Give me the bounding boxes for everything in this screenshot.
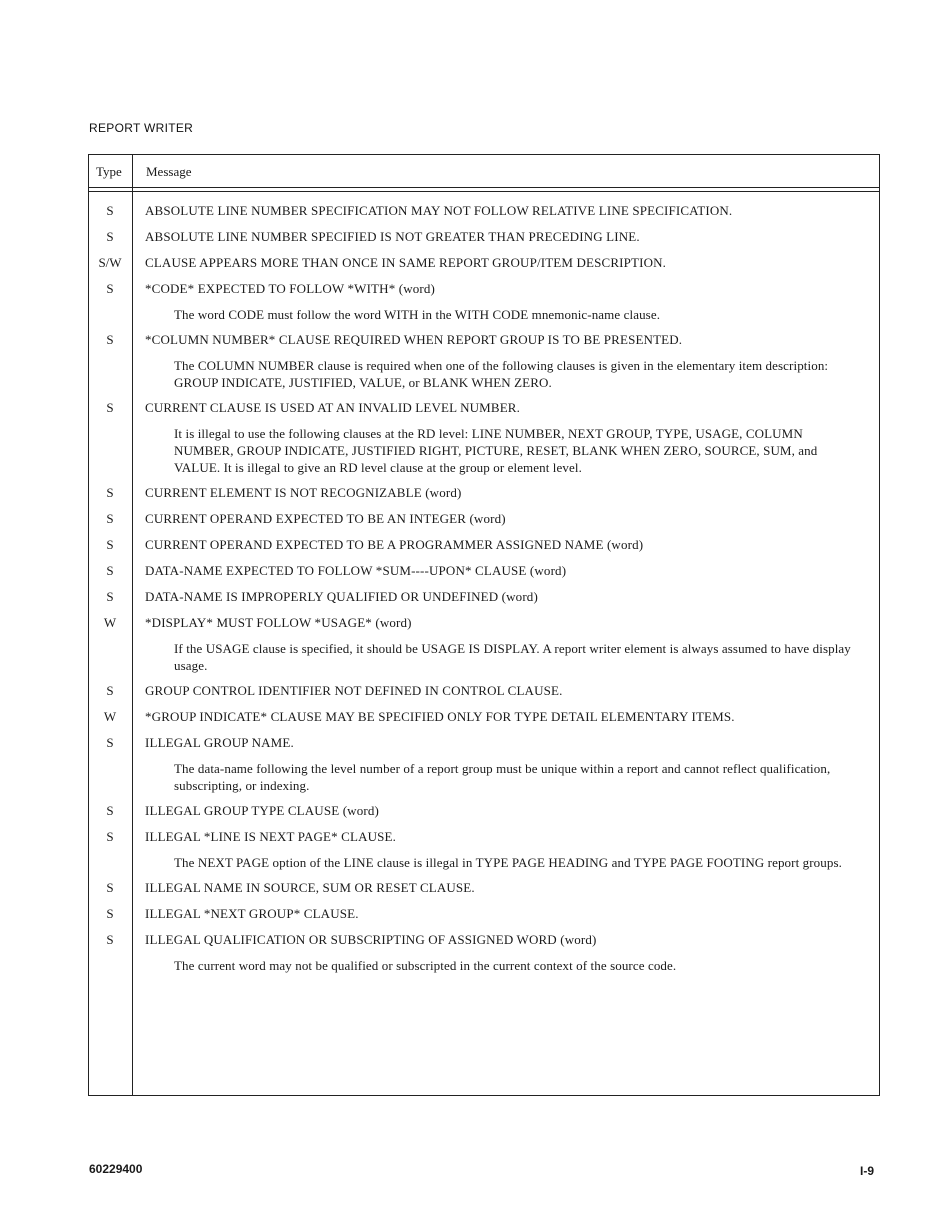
message-type: S/W [98, 255, 122, 270]
message-type: S [106, 735, 114, 750]
table-row [88, 828, 880, 854]
message-text: ILLEGAL NAME IN SOURCE, SUM OR RESET CLAUSE. [145, 880, 475, 895]
section-title: REPORT WRITER [89, 121, 194, 135]
message-text: ABSOLUTE LINE NUMBER SPECIFICATION MAY NOT FOLLOW RELATIVE LINE SPECIFICATION. [145, 203, 733, 218]
message-type: S [106, 906, 114, 921]
message-type: S [106, 511, 114, 526]
table-row [88, 510, 880, 536]
message-type: S [106, 932, 114, 947]
message-type: S [106, 203, 114, 218]
table-row [88, 682, 880, 708]
message-type: W [103, 615, 117, 630]
column-header-message: Message [146, 164, 192, 179]
message-type: S [106, 485, 114, 500]
message-explanation: The data-name following the level number of a report group must be unique within a report and cannot reflect qualification, subscripting, or indexing. [174, 761, 831, 793]
message-text: CURRENT CLAUSE IS USED AT AN INVALID LEVEL NUMBER. [145, 400, 521, 415]
table-body [88, 202, 880, 982]
message-text: CURRENT OPERAND EXPECTED TO BE AN INTEGER (word) [145, 511, 506, 526]
message-text: ILLEGAL GROUP NAME. [145, 735, 294, 750]
message-type: S [106, 281, 114, 296]
message-type: S [106, 829, 114, 844]
message-type: S [106, 803, 114, 818]
table-row [88, 280, 880, 306]
message-text: DATA-NAME IS IMPROPERLY QUALIFIED OR UNDEFINED (word) [145, 589, 538, 604]
message-type: S [106, 880, 114, 895]
message-explanation: It is illegal to use the following clauses at the RD level: LINE NUMBER, NEXT GROUP, TYPE, USAGE, COLUMN NUMBER, GROUP INDICATE, JUSTIFIED RIGHT, PICTURE, RESET, BLANK WHEN ZERO, SOURCE, SUM, and VALUE. It is illegal to give an RD level clause at the group or element level. [174, 426, 818, 475]
message-text: *DISPLAY* MUST FOLLOW *USAGE* (word) [145, 615, 412, 630]
column-header-type: Type [96, 164, 122, 179]
message-type: S [106, 563, 114, 578]
table-row [88, 734, 880, 760]
message-text: CLAUSE APPEARS MORE THAN ONCE IN SAME REPORT GROUP/ITEM DESCRIPTION. [145, 255, 667, 270]
message-text: ILLEGAL *NEXT GROUP* CLAUSE. [145, 906, 359, 921]
table-row [88, 484, 880, 510]
message-type: S [106, 229, 114, 244]
table-row [88, 879, 880, 905]
message-text: ABSOLUTE LINE NUMBER SPECIFIED IS NOT GREATER THAN PRECEDING LINE. [145, 229, 640, 244]
message-text: CURRENT ELEMENT IS NOT RECOGNIZABLE (word) [145, 485, 462, 500]
table-row [88, 905, 880, 931]
table-row [88, 931, 880, 957]
table-row [88, 202, 880, 228]
message-explanation: The COLUMN NUMBER clause is required when one of the following clauses is given in the elementary item description: GROUP INDICATE, JUSTIFIED, VALUE, or BLANK WHEN ZERO. [174, 358, 829, 390]
header-rule [88, 187, 880, 188]
table-row [88, 562, 880, 588]
table-row [88, 708, 880, 734]
message-type: S [106, 332, 114, 347]
message-text: *GROUP INDICATE* CLAUSE MAY BE SPECIFIED ONLY FOR TYPE DETAIL ELEMENTARY ITEMS. [145, 709, 735, 724]
message-type: S [106, 683, 114, 698]
table-row [88, 254, 880, 280]
message-explanation: The current word may not be qualified or subscripted in the current context of the source code. [174, 958, 677, 973]
message-text: DATA-NAME EXPECTED TO FOLLOW *SUM----UPON* CLAUSE (word) [145, 563, 567, 578]
message-text: ILLEGAL GROUP TYPE CLAUSE (word) [145, 803, 379, 818]
table-row [88, 399, 880, 425]
page-number: I-9 [860, 1164, 875, 1178]
message-type: S [106, 400, 114, 415]
message-text: CURRENT OPERAND EXPECTED TO BE A PROGRAMMER ASSIGNED NAME (word) [145, 537, 644, 552]
table-row [88, 536, 880, 562]
table-row [88, 614, 880, 640]
message-type: S [106, 589, 114, 604]
message-text: ILLEGAL *LINE IS NEXT PAGE* CLAUSE. [145, 829, 397, 844]
message-explanation: The word CODE must follow the word WITH in the WITH CODE mnemonic-name clause. [174, 307, 661, 322]
table-row [88, 331, 880, 357]
message-type: W [103, 709, 117, 724]
message-text: ILLEGAL QUALIFICATION OR SUBSCRIPTING OF ASSIGNED WORD (word) [145, 932, 597, 947]
message-text: GROUP CONTROL IDENTIFIER NOT DEFINED IN CONTROL CLAUSE. [145, 683, 563, 698]
table-row [88, 802, 880, 828]
message-text: *CODE* EXPECTED TO FOLLOW *WITH* (word) [145, 281, 436, 296]
message-explanation: If the USAGE clause is specified, it should be USAGE IS DISPLAY. A report writer element is always assumed to have display usage. [174, 641, 851, 673]
header-rule-double [88, 191, 880, 192]
table-row [88, 228, 880, 254]
document-number: 60229400 [89, 1162, 143, 1176]
table-row [88, 588, 880, 614]
message-explanation: The NEXT PAGE option of the LINE clause is illegal in TYPE PAGE HEADING and TYPE PAGE FOOTING report groups. [174, 855, 842, 870]
message-text: *COLUMN NUMBER* CLAUSE REQUIRED WHEN REPORT GROUP IS TO BE PRESENTED. [145, 332, 683, 347]
message-type: S [106, 537, 114, 552]
